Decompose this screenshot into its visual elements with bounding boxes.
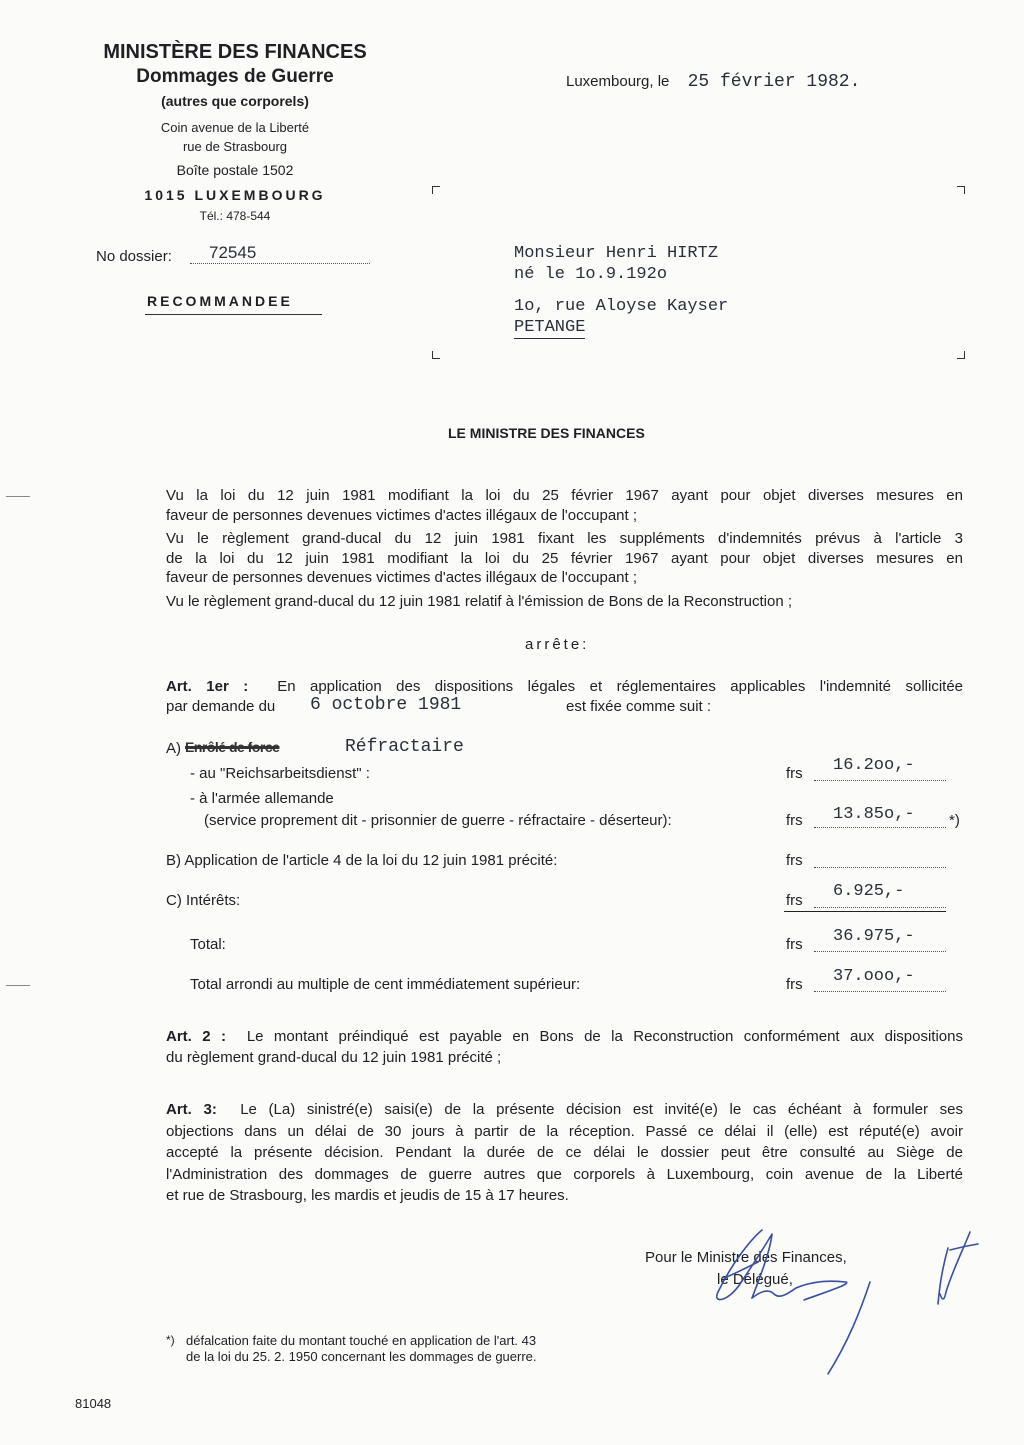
footnote-line-2: de la loi du 25. 2. 1950 concernant les dommages de guerre. [186, 1349, 537, 1364]
art4-dotted-line [814, 867, 946, 868]
preamble-2-line-3: faveur de personnes devenues victimes d'actes illégaux de l'occupant ; [166, 569, 638, 586]
signature-line-2: le Délégué, [717, 1271, 793, 1288]
fold-mark-top [6, 496, 30, 497]
subdepartment-name: (autres que corporels) [161, 93, 309, 109]
article-1-prefix: par demande du [166, 698, 276, 715]
struck-out-text [185, 739, 279, 755]
article-2 [166, 1026, 963, 1068]
letterhead [80, 40, 390, 223]
section-a-label: A) [166, 740, 181, 757]
window-corner-bottom-left [432, 351, 440, 359]
preamble-1-line-1: Vu la loi du 12 juin 1981 modifiant la loi du 25 février 1967 ayant pour objet diverses mesures en [166, 487, 963, 504]
interest-currency: frs [786, 892, 803, 909]
article-3-label: Art. 3: [166, 1101, 217, 1118]
ministry-name: MINISTÈRE DES FINANCES [103, 41, 367, 63]
recipient-town: PETANGE [514, 318, 586, 337]
army-amount: 13.85o,- [833, 805, 915, 824]
interest-amount: 6.925,- [833, 882, 905, 901]
article-3-line-4: l'Administration des dommages de guerre autres que corporels à Luxembourg, coin avenue de la Liberté [166, 1165, 963, 1183]
army-detail: (service proprement dit - prisonnier de guerre - réfractaire - déserteur): [204, 812, 672, 829]
decision-title: LE MINISTRE DES FINANCES [448, 425, 645, 441]
article-3-line-3: accepté la présente décision. Pendant la durée de ce délai le dossier peut être consulté au Siège de [166, 1144, 963, 1162]
total-amount: 36.975,- [833, 927, 915, 946]
preamble-2-line-1: Vu le règlement grand-ducal du 12 juin 1981 fixant les suppléments d'indemnités prévus à l'article 3 [166, 530, 963, 547]
form-number: 81048 [75, 1396, 112, 1411]
city: 1015 LUXEMBOURG [144, 187, 326, 203]
footnote-line-1: défalcation faite du montant touché en application de l'art. 43 [186, 1333, 537, 1348]
arrete-heading: arrête: [525, 636, 590, 653]
po-box: Boîte postale 1502 [176, 162, 294, 178]
article-3 [166, 1099, 963, 1207]
registered-mark: RECOMMANDEE [147, 293, 293, 309]
article-3-line-1: Le (La) sinistré(e) saisi(e) de la présente décision est invité(e) le cas échéant à formuler ses [240, 1101, 963, 1118]
preamble-3-line-1: Vu le règlement grand-ducal du 12 juin 1981 relatif à l'émission de Bons de la Reconstruction ; [166, 593, 793, 610]
article-3-line-2: objections dans un délai de 30 jours à partir de la réception. Passé ce délai il (elle) est réputé(e) avoir [166, 1122, 963, 1140]
fold-mark-bottom [6, 985, 30, 986]
footnote-reference: *) [949, 812, 960, 829]
rad-amount: 16.2oo,- [833, 756, 915, 775]
article-1-label: Art. 1er : [166, 678, 249, 695]
preamble-paragraph-2 [166, 529, 963, 588]
article-1-suffix: est fixée comme suit : [566, 698, 712, 715]
department-name: Dommages de Guerre [136, 66, 334, 87]
total-label: Total: [190, 936, 226, 953]
typed-status: Réfractaire [345, 737, 464, 757]
article-2-line-1: Le montant préindiqué est payable en Bons de la Reconstruction conformément aux dispositions [246, 1028, 963, 1045]
address-line-1: Coin avenue de la Liberté [160, 120, 310, 135]
footnote-marker: *) [166, 1333, 175, 1347]
window-corner-bottom-right [957, 351, 965, 359]
article-2-line-2: du règlement grand-ducal du 12 juin 1981 précité ; [166, 1049, 502, 1066]
window-corner-top-left [432, 186, 440, 194]
rad-dotted-line [814, 780, 946, 781]
sum-rule [784, 911, 946, 912]
phone: Tél.: 478-544 [199, 209, 271, 223]
art4-currency: frs [786, 852, 803, 869]
window-corner-top-right [957, 186, 965, 194]
rounded-amount: 37.ooo,- [833, 967, 915, 986]
signature-line-1: Pour le Ministre des Finances, [645, 1249, 847, 1266]
rounded-currency: frs [786, 976, 803, 993]
recipient-street: 1o, rue Aloyse Kayser [514, 297, 729, 316]
army-label: - à l'armée allemande [190, 790, 334, 807]
section-c-label: C) Intérêts: [166, 892, 241, 909]
article-3-line-5: et rue de Strasbourg, les mardis et jeudis de 15 à 17 heures. [166, 1187, 569, 1205]
registered-underline [145, 314, 322, 315]
preamble-2-line-2: de la loi du 12 juin 1981 modifiant la loi du 25 février 1967 ayant pour objet diverses mesures en [166, 549, 963, 567]
preamble-paragraph-1 [166, 486, 963, 525]
recipient-birth: né le 1o.9.192o [514, 265, 668, 284]
section-b-label: B) Application de l'article 4 de la loi du 12 juin 1981 précité: [166, 852, 558, 869]
date-value: 25 février 1982. [687, 72, 861, 92]
request-date: 6 octobre 1981 [310, 695, 462, 715]
handwritten-signature [700, 1222, 990, 1392]
date-line [566, 72, 860, 92]
interest-dotted-line [814, 907, 946, 908]
total-currency: frs [786, 936, 803, 953]
total-dotted-line [814, 951, 946, 952]
preamble-1-line-2: faveur de personnes devenues victimes d'actes illégaux de l'occupant ; [166, 506, 638, 524]
preamble-paragraph-3 [166, 592, 963, 612]
struck-out-label: Enrôlé de force [185, 739, 280, 755]
recipient-name: Monsieur Henri HIRTZ [514, 244, 719, 263]
date-prefix: Luxembourg, le [566, 73, 670, 90]
address-line-2: rue de Strasbourg [182, 139, 288, 154]
dossier-number: 72545 [209, 243, 257, 262]
rounded-total-label: Total arrondi au multiple de cent immédiatement supérieur: [190, 976, 581, 993]
dossier-dotted-line [190, 263, 370, 264]
article-1-line-1: En application des dispositions légales et réglementaires applicables l'indemnité sollicitée [277, 678, 963, 695]
recipient-block [514, 243, 728, 339]
rounded-dotted-line [814, 991, 946, 992]
dossier-label: No dossier: [96, 248, 172, 265]
article-2-label: Art. 2 : [166, 1028, 226, 1045]
rad-currency: frs [786, 765, 803, 782]
army-dotted-line [814, 827, 946, 828]
rad-label: - au "Reichsarbeitsdienst" : [190, 765, 370, 782]
army-currency: frs [786, 812, 803, 829]
article-1 [166, 676, 963, 697]
